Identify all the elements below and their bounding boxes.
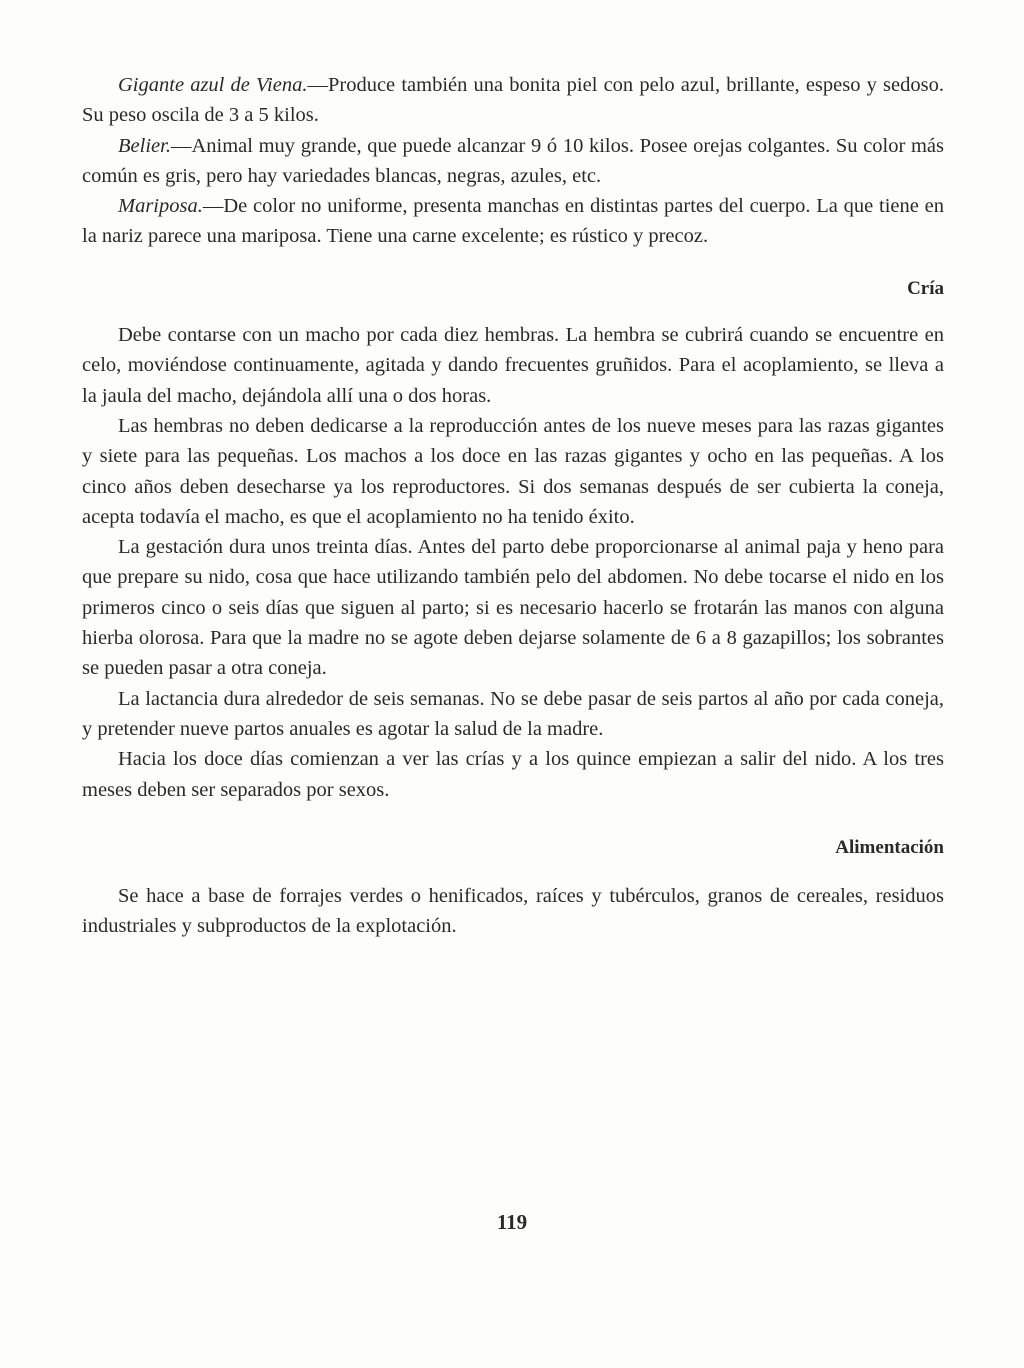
breed-entry-mariposa xyxy=(82,191,944,252)
paragraph: La lactancia dura alrededor de seis semanas. No se debe pasar de seis partos al año por cada coneja, y pretender nueve partos anuales es agotar la salud de la madre. xyxy=(82,687,944,740)
paragraph: Debe contarse con un macho por cada diez hembras. La hembra se cubrirá cuando se encuentre en celo, moviéndose continuamente, agitada y dando frecuentes gruñidos. Para el acoplamiento, se lleva a la jaula del macho, dejándola allí una o dos horas. xyxy=(82,324,944,407)
breed-description: —De color no uniforme, presenta manchas en distintas partes del cuerpo. La que tiene en la nariz parece una mariposa. Tiene una carne excelente; es rústico y precoz. xyxy=(82,195,944,248)
breed-entry-belier xyxy=(82,131,944,192)
page-body xyxy=(82,70,944,942)
breed-description: —Animal muy grande, que puede alcanzar 9 ó 10 kilos. Posee orejas colgantes. Su color más común es gris, pero hay variedades blancas, negras, azules, etc. xyxy=(82,134,944,187)
page-number: 119 xyxy=(496,1210,528,1234)
breed-description: —Produce también una bonita piel con pelo azul, brillante, espeso y sedoso. Su peso oscila de 3 a 5 kilos. xyxy=(82,74,944,127)
breed-entry-gigante xyxy=(82,70,944,131)
breed-name: Gigante azul de Viena. xyxy=(118,74,308,96)
paragraph: Se hace a base de forrajes verdes o henificados, raíces y tubérculos, granos de cereales, residuos industriales y subproductos de la explotación. xyxy=(82,885,944,938)
section-heading-cria: Cría xyxy=(907,277,944,299)
section-heading-alimentacion: Alimentación xyxy=(835,836,944,858)
breed-name: Mariposa. xyxy=(118,195,203,218)
breed-name: Belier. xyxy=(118,134,171,157)
paragraph: Las hembras no deben dedicarse a la reproducción antes de los nueve meses para las razas gigantes y siete para las pequeñas. Los machos a los doce en las razas gigantes y ocho en las pequeñas. A los cinco años deben desecharse ya los reproductores. Si dos semanas después de ser cubierta la coneja, acepta todavía el macho, es que el acoplamiento no ha tenido éxito. xyxy=(82,414,944,528)
paragraph: La gestación dura unos treinta días. Antes del parto debe proporcionarse al animal paja y heno para que prepare su nido, cosa que hace utilizando también pelo del abdomen. No debe tocarse el nido en los primeros cinco o seis días que siguen al parto; si es necesario hacerlo se frotarán las manos con alguna hierba olorosa. Para que la madre no se agote deben dejarse solamente de 6 a 8 gazapillos; los sobrantes se pueden pasar a otra coneja. xyxy=(82,536,944,680)
paragraph: Hacia los doce días comienzan a ver las crías y a los quince empiezan a salir del nido. A los tres meses deben ser separados por sexos. xyxy=(82,748,944,801)
